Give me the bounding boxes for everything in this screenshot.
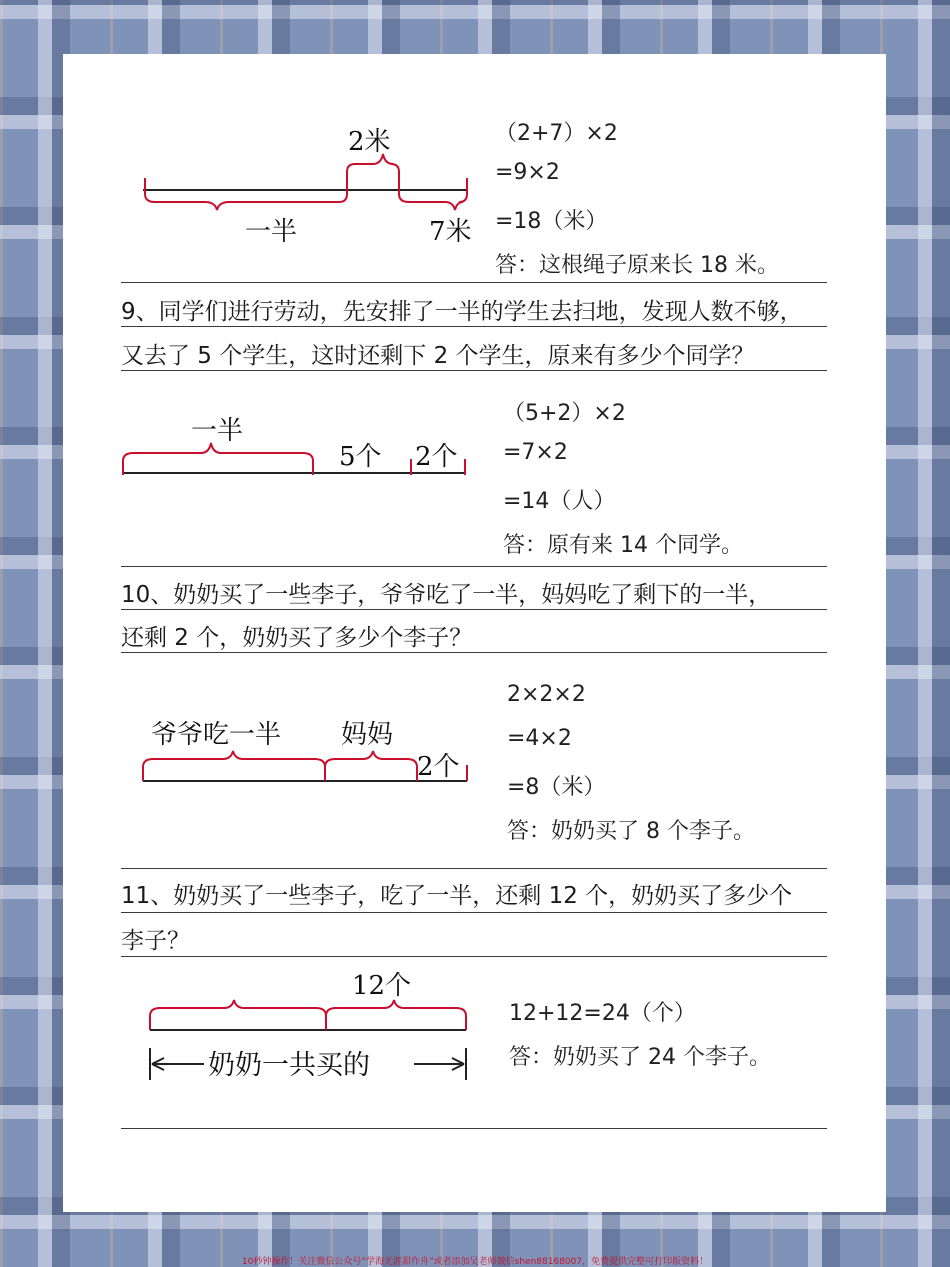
- label-7m: 7米: [429, 217, 472, 247]
- worksheet-page: [63, 54, 886, 1212]
- question-line: 又去了 5 个学生，这时还剩下 2 个学生，原来有多少个同学？: [121, 343, 755, 369]
- divider: [121, 956, 827, 957]
- calc-line: =7×2: [503, 440, 568, 465]
- label-grandpa-half: 爷爷吃一半: [151, 720, 282, 750]
- answer: 答：这根绳子原来长 18 米。: [495, 253, 779, 278]
- calc-line: （5+2）×2: [503, 401, 626, 426]
- answer: 答：奶奶买了 8 个李子。: [507, 819, 755, 844]
- label-half: 一半: [245, 217, 298, 247]
- label-5: 5个: [339, 442, 382, 472]
- divider: [121, 370, 827, 371]
- calc-line: 2×2×2: [507, 682, 586, 707]
- label-half: 一半: [191, 416, 244, 446]
- brace-grandpa: [143, 751, 325, 781]
- calc-line: （2+7）×2: [495, 121, 618, 146]
- label-12: 12个: [352, 971, 412, 1001]
- calc-line: =14（人）: [503, 489, 616, 514]
- question-line: 还剩 2 个，奶奶买了多少个李子？: [121, 625, 473, 651]
- answer: 答：奶奶买了 24 个李子。: [509, 1045, 771, 1070]
- question-line: 9、同学们进行劳动，先安排了一半的学生去扫地，发现人数不够，: [121, 299, 803, 325]
- calc-line: =18（米）: [495, 209, 608, 234]
- divider: [121, 868, 827, 869]
- label-total: 奶奶一共买的: [208, 1050, 370, 1081]
- calc-line: =4×2: [507, 726, 572, 751]
- divider: [121, 282, 827, 283]
- divider: [121, 912, 827, 913]
- label-2m: 2米: [348, 127, 391, 157]
- brace-left-half: [150, 1000, 326, 1030]
- calc-line: =8（米）: [507, 775, 606, 800]
- brace-mom: [325, 751, 417, 781]
- diagram-problem9: [113, 409, 483, 489]
- calc-line: 12+12=24（个）: [509, 1001, 696, 1026]
- label-2: 2个: [415, 442, 458, 472]
- label-mom: 妈妈: [341, 720, 394, 750]
- footer-notice: 10秒钟操作！关注微信公众号“学海无涯甜作舟”或者添加吴老师微信shen88168007，免费提供完整可打印版资料！: [241, 1257, 709, 1267]
- divider: [121, 566, 827, 567]
- divider: [121, 1128, 827, 1129]
- question-line: 10、奶奶买了一些李子，爷爷吃了一半，妈妈吃了剩下的一半，: [121, 582, 772, 608]
- divider: [121, 652, 827, 653]
- bottom-brace-7m: [399, 178, 467, 210]
- bottom-brace-half: [145, 178, 347, 210]
- diagram-problem10: [133, 709, 483, 789]
- divider: [121, 326, 827, 327]
- divider: [121, 609, 827, 610]
- brace-12: [326, 1000, 466, 1030]
- answer: 答：原有来 14 个同学。: [503, 533, 743, 558]
- diagram-problem8: [133, 114, 483, 254]
- diagram-problem11: [138, 964, 483, 1084]
- top-brace-2m: [347, 154, 399, 190]
- brace-half: [123, 443, 313, 475]
- label-2: 2个: [417, 752, 460, 782]
- question-line: 11、奶奶买了一些李子，吃了一半，还剩 12 个，奶奶买了多少个: [121, 883, 793, 909]
- question-line: 李子？: [121, 928, 190, 954]
- calc-line: =9×2: [495, 160, 560, 185]
